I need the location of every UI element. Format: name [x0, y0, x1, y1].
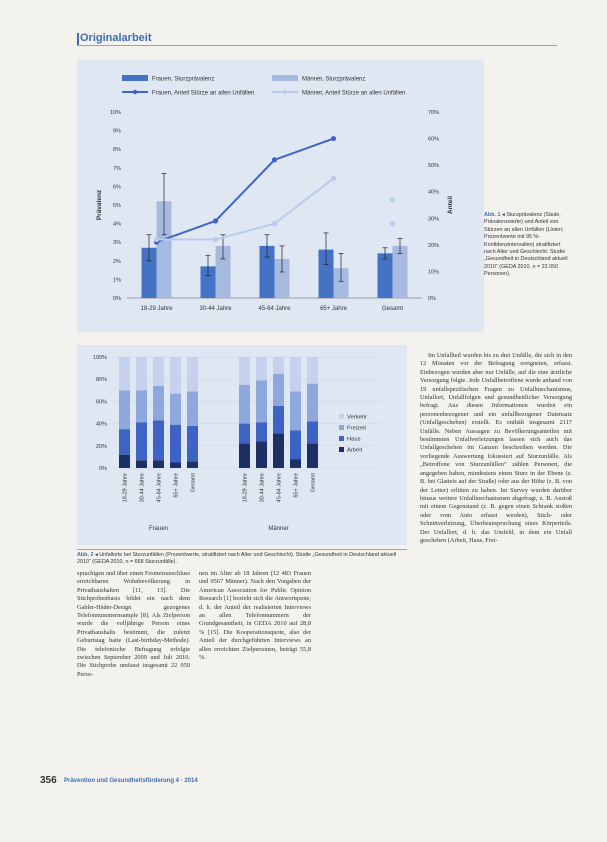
- legend-swatch: [339, 414, 344, 419]
- stacked-segment-haus: [307, 421, 318, 443]
- stacked-segment-verkehr: [153, 357, 164, 386]
- stacked-segment-arbeit: [136, 460, 147, 468]
- line-point: [213, 237, 218, 242]
- stacked-segment-freizeit: [290, 391, 301, 430]
- category-label: Gesamt: [381, 306, 404, 312]
- category-label: 18-29 Jahre: [140, 306, 173, 312]
- y2-tick-label: 40%: [428, 189, 440, 196]
- y2-tick-label: 30%: [428, 216, 440, 223]
- category-label: 65+ Jahre: [173, 473, 180, 498]
- category-label: 45-64 Jahre: [276, 473, 283, 503]
- y-tick-label: 9%: [113, 128, 121, 135]
- figure2-chart: [77, 345, 407, 545]
- legend-label-3: Männer, Anteil Stürze an allen Unfällen: [302, 90, 406, 97]
- figure2-caption-text: Unfallorte bei Sturzunfällen (Prozentwerte, stratifiziert nach Alter und Geschlecht). Studie „Gesundheit in Deutschland aktuell 2010“ (GEDA 2010, n = 668 Sturzunfälle).: [77, 552, 397, 566]
- stacked-segment-arbeit: [256, 441, 267, 468]
- extra-point: [390, 197, 395, 202]
- stacked-segment-freizeit: [153, 386, 164, 420]
- category-label: Gesamt: [310, 473, 317, 493]
- figure1-caption: Abb. 1 ◂ Sturzprävalenz (Säule, Prävalenzwerte) und Anteil von Stürzen an allen Unfällen (Linien; Prozentwerte mit 95 %-Konfidenzintervallen) stratifiziert nach Alter und Geschlecht. Studie „Gesundheit in Deutschland aktuell 2010“ (GEDA 2010, n = 22 050 Personen).: [484, 212, 568, 278]
- legend-swatch-1: [272, 75, 298, 81]
- text-column-3: Im Unfallteil wurden bis zu drei Unfälle, die sich in den 12 Monaten vor der Befragung ereigneten, erfasst. Einbezogen wurden aber nur Unfälle, auf die eine ärztliche Versorgung folgte. Jede Unfallbetroffene wurde anhand von 19 unfallspezifischen Fragen zu Unfallmechanismus, Unfallort, Unfallfolgen und gesundheitlicher Versorgung befragt. Aus diesen Informationen wurden ein personenbezogener und ein unfallbezogener Datensatz (Unfallgeschehen) erstellt. Es enthält insgesamt 2117 Unfälle. Neben Aussagen zu Bevölkerungsanteilen mit bestimmten Unfallverletzungen lassen sich auch das Unfallgeschehen im Ganzen beschreiben werden. Die vorliegende Auswertung fokussiert auf Sturzunfälle. Als „Betroffene von Sturzunfällen“ zählen Personen, die angegeben haben, mindestens einen Sturz in der Ebene (z. B. bei Glatteis auf der Straße) oder aus der Höhe (z. B. von der Leiter) erlitten zu haben. Im Survey wurden darüber hinaus weitere Unfallmechanismen abgefragt, z. B. Anstoß mit einem Gegenstand (z. B. gegen einen Schrank stoßen oder vom Auto erfasst werden), Stich- oder Schnittverletzung, Überbeanspruchung eines Körperteils. Der Unfallort, d. h. das Umfeld, in dem ein Unfall geschehen (Arbeit, Haus, Frei-: [420, 352, 572, 544]
- legend-swatch: [339, 436, 344, 441]
- figure2-caption: Abb. 2 ◂ Unfallorte bei Sturzunfällen (Prozentwerte, stratifiziert nach Alter und Geschlecht). Studie „Gesundheit in Deutschland aktuell 2010“ (GEDA 2010, n = 668 Sturzunfälle).: [77, 552, 397, 566]
- y2-tick-label: 70%: [428, 110, 440, 116]
- category-label: 18-29 Jahre: [242, 473, 249, 503]
- stacked-segment-haus: [119, 429, 130, 455]
- stacked-segment-freizeit: [136, 390, 147, 422]
- stacked-segment-verkehr: [239, 357, 250, 385]
- legend-marker-3: [283, 90, 287, 94]
- line-frauen: [157, 139, 334, 243]
- stacked-segment-freizeit: [119, 390, 130, 429]
- category-label: Gesamt: [190, 473, 197, 493]
- section-title: Originalarbeit: [80, 32, 152, 44]
- stacked-segment-haus: [239, 424, 250, 444]
- y-tick-label: 2%: [113, 258, 121, 265]
- legend-label: Haus: [347, 436, 361, 443]
- legend-label-2: Frauen, Anteil Stürze an allen Unfällen: [152, 90, 255, 97]
- y-tick-label: 20%: [95, 443, 107, 450]
- legend-label-0: Frauen, Sturzprävalenz: [152, 76, 215, 83]
- stacked-segment-haus: [170, 425, 181, 463]
- y-axis-label: Prävalenz: [96, 189, 103, 221]
- figure2-caption-label: Abb. 2: [77, 552, 94, 558]
- stacked-segment-haus: [187, 426, 198, 462]
- category-label: 65+ Jahre: [293, 473, 300, 498]
- legend-label: Verkehr: [347, 414, 367, 421]
- line-point: [154, 237, 159, 242]
- y-tick-label: 6%: [113, 184, 121, 191]
- stacked-segment-haus: [273, 406, 284, 434]
- category-label: 65+ Jahre: [320, 306, 347, 312]
- y2-tick-label: 0%: [428, 296, 436, 302]
- line-point: [272, 221, 277, 226]
- stacked-segment-haus: [136, 422, 147, 460]
- y-tick-label: 0%: [99, 466, 107, 472]
- stacked-segment-arbeit: [273, 434, 284, 468]
- y-tick-label: 100%: [92, 355, 107, 361]
- line-maenner: [157, 178, 334, 239]
- stacked-segment-arbeit: [239, 444, 250, 468]
- y-tick-label: 8%: [113, 147, 121, 154]
- y2-tick-label: 20%: [428, 242, 440, 249]
- y-tick-label: 7%: [113, 165, 121, 172]
- stacked-segment-freizeit: [273, 374, 284, 406]
- y-tick-label: 3%: [113, 240, 121, 247]
- y-tick-label: 1%: [113, 277, 121, 284]
- stacked-segment-haus: [153, 420, 164, 460]
- stacked-segment-verkehr: [187, 357, 198, 391]
- category-label: 45-64 Jahre: [258, 306, 291, 312]
- legend-swatch: [339, 425, 344, 430]
- stacked-segment-haus: [256, 422, 267, 441]
- legend-label-1: Männer, Sturzprävalenz: [302, 76, 366, 83]
- group-label: Frauen: [148, 526, 169, 532]
- category-label: 30-44 Jahre: [259, 473, 266, 503]
- line-point: [331, 136, 336, 141]
- stacked-segment-verkehr: [307, 357, 318, 384]
- figure2-caption-rule: [77, 549, 407, 550]
- figure1-chart: [77, 60, 484, 332]
- category-label: 30-44 Jahre: [139, 473, 146, 503]
- journal-footer: Prävention und Gesundheitsförderung 4 · 2014: [64, 778, 198, 784]
- stacked-segment-arbeit: [307, 444, 318, 468]
- stacked-segment-arbeit: [119, 455, 130, 468]
- stacked-segment-arbeit: [187, 461, 198, 468]
- y-tick-label: 40%: [95, 421, 107, 428]
- figure1-caption-label: Abb. 1: [484, 212, 501, 218]
- y2-tick-label: 60%: [428, 136, 440, 143]
- stacked-segment-freizeit: [239, 385, 250, 424]
- stacked-segment-freizeit: [256, 380, 267, 422]
- stacked-segment-haus: [290, 430, 301, 459]
- stacked-segment-freizeit: [170, 394, 181, 425]
- bar-frauen: [378, 253, 393, 298]
- y-tick-label: 0%: [113, 296, 121, 302]
- stacked-segment-freizeit: [307, 384, 318, 422]
- extra-point: [390, 221, 395, 226]
- category-label: 18-29 Jahre: [122, 473, 129, 503]
- category-label: 45-64 Jahre: [156, 473, 163, 503]
- stacked-segment-arbeit: [290, 459, 301, 468]
- y2-axis-label: Anteil: [447, 195, 454, 215]
- y-tick-label: 4%: [113, 221, 121, 228]
- line-point: [331, 176, 336, 181]
- group-label: Männer: [268, 526, 289, 532]
- legend-label: Arbeit: [347, 447, 363, 454]
- line-point: [272, 157, 277, 162]
- stacked-segment-verkehr: [290, 357, 301, 391]
- text-column-1: sprachigen und über einen Festnetzanschluss erreichbaren Wohnbevölkerung in Privathaushalten [11, 13]. Die Stichprobenbasis bildet ein nach dem Gabler-Häder-Design gezogenes Telefonnummernsample [8]. Als Zielperson wurde die volljährige Person eines Privathaushalts bestimmt, die zuletzt Geburtstag hatte (Last-birthday-Methode). Die telefonische Befragung erfolgte zwischen September 2009 und Juli 2010. Die Stichprobe umfasst insgesamt 22 050 Perso-: [77, 570, 190, 678]
- y-tick-label: 10%: [109, 110, 121, 116]
- stacked-segment-arbeit: [170, 462, 181, 468]
- y-tick-label: 60%: [95, 399, 107, 406]
- header-accent: [77, 33, 79, 45]
- bar-maenner: [393, 246, 408, 298]
- stacked-segment-verkehr: [119, 357, 130, 390]
- legend-marker-2: [133, 90, 137, 94]
- legend-swatch-0: [122, 75, 148, 81]
- y2-tick-label: 10%: [428, 269, 440, 276]
- stacked-segment-verkehr: [273, 357, 284, 374]
- page-number: 356: [40, 775, 57, 786]
- legend-label: Freizeit: [347, 425, 367, 432]
- text-column-2: nen im Alter ab 18 Jahren (12 483 Frauen und 9567 Männer). Nach den Vorgaben der American Association for Public Opinion Research [1] bezieht sich die Antwortquote, d. h. der Anteil der realisierten Interviews an allen Telefonnummern der Grundgesamtheit, in GEDA 2010 auf 28,8 % [15]. Die Kooperationsquote, also der Anteil der durchgeführten Interviews an allen erreichten Zielpersonen, beträgt 55,8 %.: [199, 570, 311, 662]
- stacked-segment-verkehr: [256, 357, 267, 380]
- stacked-segment-arbeit: [153, 460, 164, 468]
- figure1-caption-text: Sturzprävalenz (Säule, Prävalenzwerte) und Anteil von Stürzen an allen Unfällen (Linien; Prozentwerte mit 95 %-Konfidenzintervallen) stratifiziert nach Alter und Geschlecht. Studie „Gesundheit in Deutschland aktuell 2010“ (GEDA 2010, n = 22 050 Personen).: [484, 212, 568, 278]
- stacked-segment-freizeit: [187, 391, 198, 425]
- legend-swatch: [339, 447, 344, 452]
- stacked-segment-verkehr: [136, 357, 147, 390]
- stacked-segment-verkehr: [170, 357, 181, 394]
- y-tick-label: 80%: [95, 377, 107, 384]
- y-tick-label: 5%: [113, 203, 121, 209]
- category-label: 30-44 Jahre: [199, 306, 232, 312]
- header-rule: [77, 45, 557, 46]
- line-point: [213, 218, 218, 223]
- y2-tick-label: 50%: [428, 163, 440, 170]
